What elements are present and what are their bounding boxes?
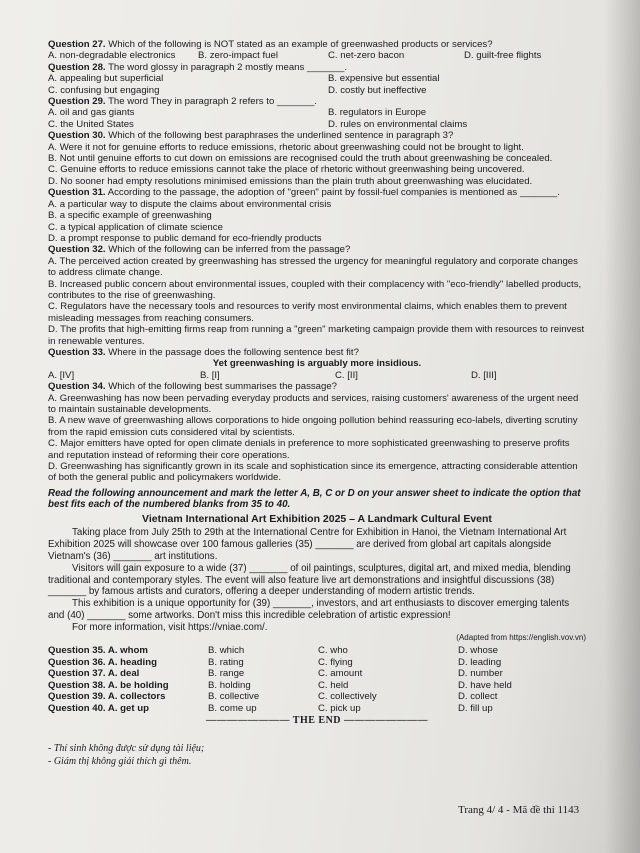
option-b: B. Not until genuine efforts to cut down on emissions are recognised could the truth about greenwashing be concealed. <box>48 153 553 165</box>
option-b: B. rating <box>208 656 244 668</box>
option-d: D. rules on environmental claims <box>328 118 468 130</box>
paragraph-4: For more information, visit https://vniae.com/. <box>72 621 268 633</box>
question-label: Question 40. A. get up <box>48 702 149 714</box>
option-d: D. number <box>458 668 503 680</box>
option-d: D. [III] <box>471 369 497 381</box>
question-label: Question 35. A. whom <box>48 645 148 657</box>
option-d: D. No sooner had empty resolutions minimised emissions than the plain truth about greenwashing was elucidated. <box>48 175 533 187</box>
answer-grid <box>48 645 586 715</box>
page-shadow <box>604 0 640 853</box>
option-c: C. collectively <box>318 691 377 703</box>
option-c: C. Major emitters have opted for open climate denials in preference to more sophisticated greenwashing to preserve profits and reputation instead of reforming their core operations. <box>48 438 570 461</box>
option-a: A. non-degradable electronics <box>48 50 176 62</box>
question-label: Question 38. A. be holding <box>48 679 169 691</box>
option-a: A. oil and gas giants <box>48 107 135 119</box>
option-c: C. held <box>318 679 349 691</box>
option-d: D. guilt-free flights <box>464 50 542 62</box>
answer-col-b <box>208 645 318 715</box>
option-b: B. expensive but essential <box>328 73 440 85</box>
paragraph-2: Visitors will gain exposure to a wide (37) _______ of oil paintings, sculptures, digital art, and mixed media, blending traditional and contemporary styles. The event will also feature live art demonstrations and insightful discussions (38) _______ by famous artists and curators, offering a deeper understanding of modern artistic trends. <box>48 562 571 598</box>
question-33-options <box>48 370 586 381</box>
announcement-title: Vietnam International Art Exhibition 2025 – A Landmark Cultural Event <box>142 513 492 526</box>
answer-col-c <box>318 645 458 715</box>
option-c: C. a typical application of climate science <box>48 221 223 233</box>
the-end-marker: ———————— THE END ———————— <box>205 714 429 726</box>
option-a: A. Greenwashing has now been pervading everyday products and services, raising customers' awareness of the urgent need to maintain sustainable developments. <box>48 392 579 415</box>
option-b: B. collective <box>208 691 260 703</box>
question-label: Question 39. A. collectors <box>48 691 166 703</box>
answer-col-d <box>458 645 586 715</box>
option-c: C. Genuine efforts to reduce emissions cannot take the place of rhetoric without greenwashing being uncovered. <box>48 164 525 176</box>
option-d: D. collect <box>458 691 498 703</box>
question-34-stem: Question 34. Which of the following best summarises the passage? <box>48 381 338 393</box>
option-a: A. Were it not for genuine efforts to reduce emissions, rhetoric about greenwashing could not be brought to light. <box>48 141 524 153</box>
option-c: C. pick up <box>318 702 361 714</box>
insert-sentence: Yet greenwashing is arguably more insidious. <box>212 358 422 370</box>
option-b: B. holding <box>208 679 251 691</box>
paragraph-3: This exhibition is a unique opportunity for (39) _______, investors, and art enthusiasts to discover emerging talents and (40) _______ some artworks. Don't miss this incredible celebration of artistic expression! <box>48 598 570 622</box>
question-28-options-ab <box>48 73 586 84</box>
option-c: C. amount <box>318 668 363 680</box>
exam-notes <box>48 742 586 768</box>
option-b: B. range <box>208 668 245 680</box>
option-a: A. a particular way to dispute the claims about environmental crisis <box>48 198 332 210</box>
page-footer: Trang 4/ 4 - Mã đề thi 1143 <box>458 804 580 816</box>
question-30-stem: Question 30. Which of the following best paraphrases the underlined sentence in paragraph 3? <box>48 130 454 142</box>
option-a: A. [IV] <box>48 369 75 381</box>
option-c: C. the United States <box>48 118 134 130</box>
source-credit: (Adapted from https://english.vov.vn) <box>456 632 586 642</box>
option-d: D. whose <box>458 645 498 657</box>
option-a: A. appealing but superficial <box>48 73 164 85</box>
question-29-stem: Question 29. The word They in paragraph 2 refers to _______. <box>48 96 317 108</box>
question-32-stem: Question 32. Which of the following can be inferred from the passage? <box>48 244 351 256</box>
option-c: C. net-zero bacon <box>328 50 405 62</box>
option-b: B. [I] <box>200 369 220 381</box>
option-c: C. Regulators have the necessary tools and resources to verify most environmental claims, which enables them to prevent misleading messages from reaching consumers. <box>48 301 567 324</box>
option-d: D. have held <box>458 679 512 691</box>
question-label: Question 37. A. deal <box>48 668 140 680</box>
option-b: B. which <box>208 645 245 657</box>
option-d: D. leading <box>458 656 502 668</box>
option-d: D. The profits that high-emitting firms reap from running a "green" marketing campaign provide them with resources to reinvest in renewable ventures. <box>48 324 585 347</box>
question-27-stem: Question 27. Which of the following is NOT stated as an example of greenwashed products or services? <box>48 39 493 50</box>
question-28-options-cd <box>48 85 586 96</box>
question-29-options-ab <box>48 107 586 118</box>
option-b: B. a specific example of greenwashing <box>48 210 212 222</box>
option-c: C. [II] <box>335 369 358 381</box>
option-c: C. who <box>318 645 348 657</box>
option-b: B. Increased public concern about environmental issues, coupled with their complacency with "eco-friendly" labelled products, contributes to the rise of greenwashing. <box>48 278 582 301</box>
option-c: C. flying <box>318 656 353 668</box>
option-d: D. a prompt response to public demand for eco-friendly products <box>48 232 322 244</box>
question-31-stem: Question 31. According to the passage, the adoption of "green" paint by fossil-fuel companies is mentioned as _______. <box>48 187 560 199</box>
option-a: A. The perceived action created by greenwashing has stressed the urgency for meaningful regulatory and corporate changes to address climate change. <box>48 255 578 279</box>
instruction: Read the following announcement and mark the letter A, B, C or D on your answer sheet to indicate the option that best fits each of the numbered blanks from 35 to 40. <box>48 487 581 511</box>
answer-col-questions <box>48 645 208 715</box>
question-29-options-cd <box>48 119 586 130</box>
option-c: C. confusing but engaging <box>48 84 160 96</box>
option-d: D. Greenwashing has significantly grown in its scale and sophistication since its emergence, attracting considerable attention of both the general public and policymakers worldwide. <box>48 461 578 484</box>
paragraph-1: Taking place from July 25th to 29th at the International Centre for Exhibition in Hanoi, the Vietnam International Art Exhibition 2025 will showcase over 100 famous galleries (35) _______ are derived from global art capitals alongside Vietnam's (36) _______ art institutions. <box>48 527 567 563</box>
question-33-stem: Question 33. Where in the passage does the following sentence best fit? <box>48 346 359 358</box>
note-1: - Thí sinh không được sử dụng tài liệu; <box>48 742 205 754</box>
question-28-stem: Question 28. The word glossy in paragraph 2 mostly means _______. <box>48 61 347 73</box>
note-2: - Giám thị không giải thích gì thêm. <box>48 755 192 767</box>
option-d: D. costly but ineffective <box>328 84 427 96</box>
option-b: B. come up <box>208 702 257 714</box>
option-b: B. A new wave of greenwashing allows corporations to hide ongoing pollution behind reassuring eco-labels, diverting scrutiny from the rapid emission cuts considered vital by scientists. <box>48 415 578 438</box>
exam-content <box>48 39 586 768</box>
question-27-options <box>48 50 586 61</box>
option-d: D. fill up <box>458 702 493 714</box>
question-label: Question 36. A. heading <box>48 656 157 668</box>
option-b: B. regulators in Europe <box>328 107 427 119</box>
option-b: B. zero-impact fuel <box>198 50 278 62</box>
